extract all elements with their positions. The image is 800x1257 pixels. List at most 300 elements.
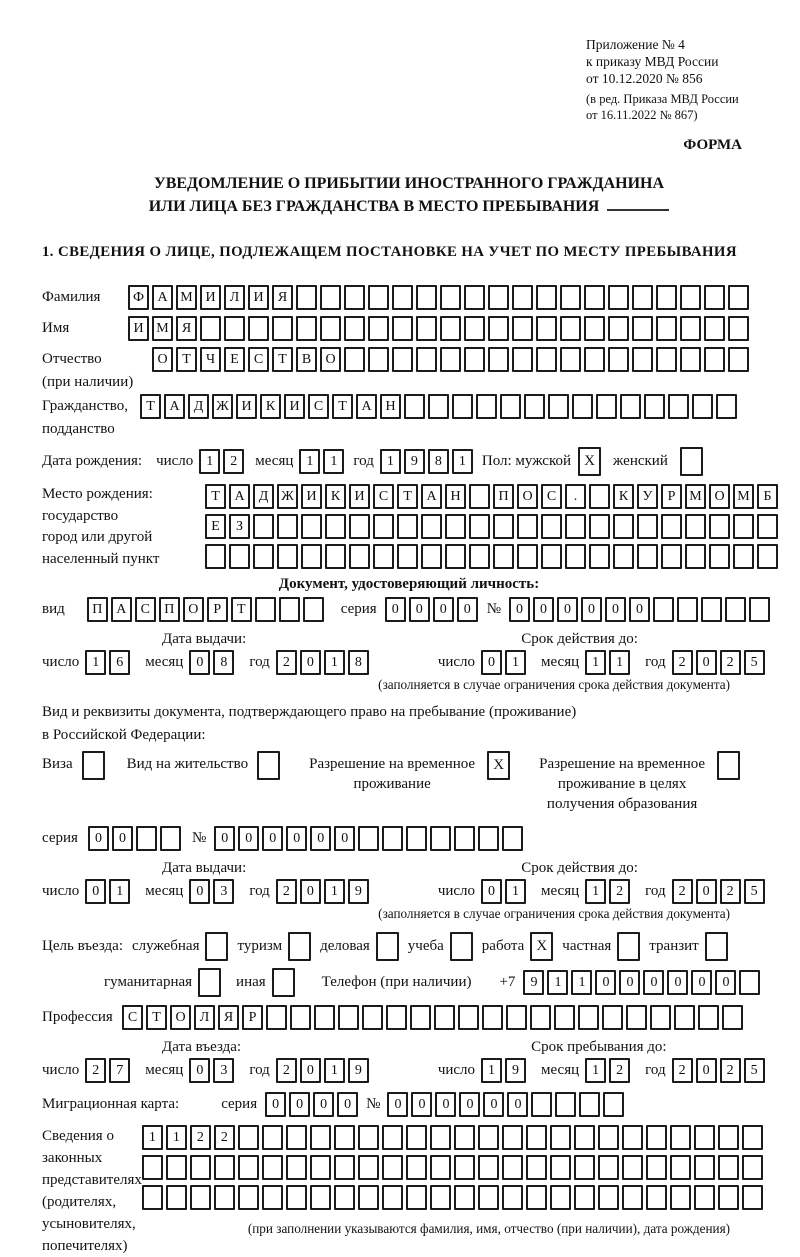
char-cell[interactable]: 0 [509, 597, 530, 622]
char-cell[interactable]: И [349, 484, 370, 509]
char-cell[interactable] [325, 514, 346, 539]
char-cell[interactable]: 0 [581, 597, 602, 622]
char-cell[interactable]: Р [207, 597, 228, 622]
char-cell[interactable]: Д [253, 484, 274, 509]
char-cell[interactable] [430, 826, 451, 851]
char-cell[interactable] [296, 285, 317, 310]
char-cell[interactable]: . [565, 484, 586, 509]
char-cell[interactable] [373, 544, 394, 569]
purpose-work-checkbox[interactable]: X [530, 932, 553, 961]
char-cell[interactable] [668, 394, 689, 419]
char-cell[interactable]: 0 [334, 826, 355, 851]
char-cell[interactable] [632, 285, 653, 310]
char-cell[interactable] [524, 394, 545, 419]
char-cell[interactable]: 0 [189, 1058, 210, 1083]
char-cell[interactable] [320, 285, 341, 310]
char-cell[interactable] [536, 316, 557, 341]
char-cell[interactable] [733, 514, 754, 539]
char-cell[interactable]: 1 [609, 650, 630, 675]
char-cell[interactable] [368, 347, 389, 372]
char-cell[interactable]: 0 [696, 1058, 717, 1083]
char-cell[interactable]: И [301, 484, 322, 509]
char-cell[interactable]: 2 [190, 1125, 211, 1150]
char-cell[interactable] [382, 1125, 403, 1150]
char-cell[interactable]: 5 [744, 879, 765, 904]
char-cell[interactable]: 0 [262, 826, 283, 851]
char-cell[interactable] [214, 1155, 235, 1180]
char-cell[interactable] [512, 316, 533, 341]
char-cell[interactable] [637, 544, 658, 569]
char-cell[interactable] [536, 285, 557, 310]
char-cell[interactable]: 3 [213, 1058, 234, 1083]
char-cell[interactable]: А [421, 484, 442, 509]
char-cell[interactable]: 0 [629, 597, 650, 622]
char-cell[interactable] [392, 347, 413, 372]
char-cell[interactable] [368, 285, 389, 310]
char-cell[interactable] [286, 1155, 307, 1180]
char-cell[interactable] [454, 1155, 475, 1180]
residence-permit-checkbox[interactable] [257, 751, 280, 780]
char-cell[interactable]: Ж [212, 394, 233, 419]
char-cell[interactable] [430, 1155, 451, 1180]
char-cell[interactable]: 0 [265, 1092, 286, 1117]
char-cell[interactable]: К [260, 394, 281, 419]
purpose-business-checkbox[interactable] [205, 932, 228, 961]
purpose-other-checkbox[interactable] [272, 968, 295, 997]
char-cell[interactable] [238, 1125, 259, 1150]
char-cell[interactable] [382, 826, 403, 851]
char-cell[interactable]: 0 [385, 597, 406, 622]
char-cell[interactable] [548, 394, 569, 419]
char-cell[interactable] [190, 1185, 211, 1210]
char-cell[interactable] [142, 1185, 163, 1210]
char-cell[interactable] [565, 544, 586, 569]
char-cell[interactable] [464, 285, 485, 310]
char-cell[interactable]: 2 [214, 1125, 235, 1150]
char-cell[interactable] [386, 1005, 407, 1030]
char-cell[interactable]: О [709, 484, 730, 509]
purpose-private-checkbox[interactable] [617, 932, 640, 961]
char-cell[interactable] [290, 1005, 311, 1030]
char-cell[interactable] [749, 597, 770, 622]
char-cell[interactable] [310, 1155, 331, 1180]
char-cell[interactable]: Т [205, 484, 226, 509]
char-cell[interactable] [728, 285, 749, 310]
char-cell[interactable] [277, 514, 298, 539]
char-cell[interactable]: Н [380, 394, 401, 419]
char-cell[interactable]: 0 [507, 1092, 528, 1117]
char-cell[interactable]: Л [224, 285, 245, 310]
char-cell[interactable]: 5 [744, 650, 765, 675]
char-cell[interactable]: Е [205, 514, 226, 539]
char-cell[interactable]: П [159, 597, 180, 622]
char-cell[interactable] [421, 514, 442, 539]
char-cell[interactable] [310, 1125, 331, 1150]
char-cell[interactable] [677, 597, 698, 622]
char-cell[interactable]: И [128, 316, 149, 341]
char-cell[interactable]: И [284, 394, 305, 419]
char-cell[interactable] [674, 1005, 695, 1030]
char-cell[interactable] [404, 394, 425, 419]
char-cell[interactable] [255, 597, 276, 622]
temp-residence-checkbox[interactable]: X [487, 751, 510, 780]
char-cell[interactable] [482, 1005, 503, 1030]
char-cell[interactable]: 0 [88, 826, 109, 851]
char-cell[interactable]: Л [194, 1005, 215, 1030]
char-cell[interactable]: 9 [348, 879, 369, 904]
char-cell[interactable]: 0 [433, 597, 454, 622]
char-cell[interactable] [502, 1185, 523, 1210]
char-cell[interactable] [650, 1005, 671, 1030]
char-cell[interactable] [464, 347, 485, 372]
char-cell[interactable] [416, 285, 437, 310]
char-cell[interactable]: 2 [85, 1058, 106, 1083]
char-cell[interactable]: 0 [557, 597, 578, 622]
char-cell[interactable]: Я [272, 285, 293, 310]
char-cell[interactable] [716, 394, 737, 419]
char-cell[interactable]: 0 [696, 650, 717, 675]
char-cell[interactable]: Е [224, 347, 245, 372]
char-cell[interactable] [493, 514, 514, 539]
char-cell[interactable]: 0 [691, 970, 712, 995]
char-cell[interactable]: 9 [505, 1058, 526, 1083]
char-cell[interactable] [454, 1185, 475, 1210]
char-cell[interactable]: 0 [696, 879, 717, 904]
char-cell[interactable]: 8 [348, 650, 369, 675]
char-cell[interactable] [685, 544, 706, 569]
purpose-transit-checkbox[interactable] [705, 932, 728, 961]
char-cell[interactable]: Т [397, 484, 418, 509]
char-cell[interactable]: Ф [128, 285, 149, 310]
char-cell[interactable] [622, 1185, 643, 1210]
char-cell[interactable] [454, 1125, 475, 1150]
char-cell[interactable]: 1 [142, 1125, 163, 1150]
char-cell[interactable]: 1 [323, 449, 344, 474]
char-cell[interactable] [701, 597, 722, 622]
char-cell[interactable] [718, 1185, 739, 1210]
char-cell[interactable] [358, 1185, 379, 1210]
char-cell[interactable]: А [111, 597, 132, 622]
purpose-commercial-checkbox[interactable] [376, 932, 399, 961]
char-cell[interactable] [362, 1005, 383, 1030]
char-cell[interactable] [742, 1185, 763, 1210]
char-cell[interactable] [608, 316, 629, 341]
char-cell[interactable] [303, 597, 324, 622]
char-cell[interactable] [266, 1005, 287, 1030]
char-cell[interactable]: 1 [85, 650, 106, 675]
char-cell[interactable] [506, 1005, 527, 1030]
char-cell[interactable] [530, 1005, 551, 1030]
char-cell[interactable]: О [152, 347, 173, 372]
char-cell[interactable] [694, 1185, 715, 1210]
char-cell[interactable] [344, 316, 365, 341]
char-cell[interactable] [166, 1185, 187, 1210]
char-cell[interactable] [314, 1005, 335, 1030]
char-cell[interactable] [334, 1125, 355, 1150]
char-cell[interactable] [392, 316, 413, 341]
char-cell[interactable] [565, 514, 586, 539]
char-cell[interactable] [694, 1155, 715, 1180]
char-cell[interactable] [368, 316, 389, 341]
char-cell[interactable] [454, 826, 475, 851]
char-cell[interactable] [262, 1185, 283, 1210]
char-cell[interactable] [488, 347, 509, 372]
char-cell[interactable]: 0 [595, 970, 616, 995]
char-cell[interactable] [620, 394, 641, 419]
char-cell[interactable]: 0 [715, 970, 736, 995]
char-cell[interactable] [512, 285, 533, 310]
char-cell[interactable] [493, 544, 514, 569]
char-cell[interactable] [229, 544, 250, 569]
char-cell[interactable]: 0 [409, 597, 430, 622]
char-cell[interactable] [406, 1155, 427, 1180]
char-cell[interactable] [670, 1185, 691, 1210]
char-cell[interactable] [502, 826, 523, 851]
char-cell[interactable] [742, 1155, 763, 1180]
char-cell[interactable] [406, 1185, 427, 1210]
char-cell[interactable] [718, 1125, 739, 1150]
char-cell[interactable] [397, 544, 418, 569]
char-cell[interactable] [574, 1155, 595, 1180]
char-cell[interactable]: 1 [571, 970, 592, 995]
char-cell[interactable] [430, 1185, 451, 1210]
char-cell[interactable] [584, 316, 605, 341]
char-cell[interactable] [709, 544, 730, 569]
char-cell[interactable] [406, 1125, 427, 1150]
char-cell[interactable] [722, 1005, 743, 1030]
char-cell[interactable]: 0 [411, 1092, 432, 1117]
char-cell[interactable] [502, 1125, 523, 1150]
char-cell[interactable]: Д [188, 394, 209, 419]
char-cell[interactable]: Т [272, 347, 293, 372]
char-cell[interactable] [725, 597, 746, 622]
char-cell[interactable]: 1 [585, 879, 606, 904]
char-cell[interactable] [661, 544, 682, 569]
char-cell[interactable]: С [308, 394, 329, 419]
char-cell[interactable] [656, 347, 677, 372]
char-cell[interactable]: И [200, 285, 221, 310]
char-cell[interactable] [517, 544, 538, 569]
char-cell[interactable]: 1 [585, 1058, 606, 1083]
char-cell[interactable] [440, 316, 461, 341]
char-cell[interactable] [279, 597, 300, 622]
char-cell[interactable] [476, 394, 497, 419]
char-cell[interactable] [698, 1005, 719, 1030]
char-cell[interactable]: Т [146, 1005, 167, 1030]
char-cell[interactable] [670, 1125, 691, 1150]
char-cell[interactable] [320, 316, 341, 341]
char-cell[interactable] [644, 394, 665, 419]
char-cell[interactable] [608, 347, 629, 372]
char-cell[interactable]: П [87, 597, 108, 622]
char-cell[interactable]: М [685, 484, 706, 509]
char-cell[interactable] [646, 1125, 667, 1150]
char-cell[interactable] [598, 1125, 619, 1150]
char-cell[interactable] [440, 347, 461, 372]
char-cell[interactable] [136, 826, 157, 851]
char-cell[interactable] [205, 544, 226, 569]
char-cell[interactable]: 0 [481, 650, 502, 675]
char-cell[interactable]: 8 [428, 449, 449, 474]
char-cell[interactable]: 1 [505, 650, 526, 675]
char-cell[interactable]: 2 [276, 1058, 297, 1083]
char-cell[interactable]: О [517, 484, 538, 509]
char-cell[interactable] [718, 1155, 739, 1180]
char-cell[interactable] [382, 1185, 403, 1210]
visa-checkbox[interactable] [82, 751, 105, 780]
char-cell[interactable]: 0 [300, 879, 321, 904]
char-cell[interactable]: О [183, 597, 204, 622]
char-cell[interactable] [392, 285, 413, 310]
char-cell[interactable] [397, 514, 418, 539]
char-cell[interactable] [440, 285, 461, 310]
char-cell[interactable]: 0 [483, 1092, 504, 1117]
char-cell[interactable] [704, 316, 725, 341]
char-cell[interactable]: 1 [109, 879, 130, 904]
char-cell[interactable] [572, 394, 593, 419]
char-cell[interactable]: 3 [213, 879, 234, 904]
char-cell[interactable] [550, 1185, 571, 1210]
char-cell[interactable] [653, 597, 674, 622]
char-cell[interactable] [248, 316, 269, 341]
char-cell[interactable] [434, 1005, 455, 1030]
char-cell[interactable]: 8 [213, 650, 234, 675]
char-cell[interactable] [358, 1155, 379, 1180]
char-cell[interactable] [301, 514, 322, 539]
char-cell[interactable]: Я [218, 1005, 239, 1030]
char-cell[interactable]: 2 [720, 650, 741, 675]
char-cell[interactable] [190, 1155, 211, 1180]
char-cell[interactable] [589, 514, 610, 539]
char-cell[interactable]: 0 [605, 597, 626, 622]
char-cell[interactable] [253, 544, 274, 569]
char-cell[interactable] [310, 1185, 331, 1210]
char-cell[interactable] [656, 285, 677, 310]
char-cell[interactable] [739, 970, 760, 995]
char-cell[interactable]: 9 [523, 970, 544, 995]
char-cell[interactable] [421, 544, 442, 569]
char-cell[interactable]: 0 [85, 879, 106, 904]
char-cell[interactable] [584, 347, 605, 372]
char-cell[interactable] [589, 484, 610, 509]
char-cell[interactable]: С [373, 484, 394, 509]
char-cell[interactable] [238, 1185, 259, 1210]
char-cell[interactable]: 1 [324, 1058, 345, 1083]
char-cell[interactable]: 1 [380, 449, 401, 474]
char-cell[interactable] [579, 1092, 600, 1117]
char-cell[interactable]: 9 [348, 1058, 369, 1083]
char-cell[interactable] [596, 394, 617, 419]
char-cell[interactable] [742, 1125, 763, 1150]
char-cell[interactable] [382, 1155, 403, 1180]
char-cell[interactable] [262, 1125, 283, 1150]
char-cell[interactable]: Т [332, 394, 353, 419]
char-cell[interactable] [160, 826, 181, 851]
char-cell[interactable] [598, 1185, 619, 1210]
char-cell[interactable] [214, 1185, 235, 1210]
char-cell[interactable] [478, 1125, 499, 1150]
char-cell[interactable]: 1 [324, 879, 345, 904]
char-cell[interactable] [478, 1155, 499, 1180]
char-cell[interactable] [608, 285, 629, 310]
char-cell[interactable]: 2 [276, 650, 297, 675]
char-cell[interactable] [692, 394, 713, 419]
char-cell[interactable] [526, 1125, 547, 1150]
char-cell[interactable] [512, 347, 533, 372]
char-cell[interactable] [578, 1005, 599, 1030]
char-cell[interactable]: 0 [300, 1058, 321, 1083]
char-cell[interactable]: 2 [672, 879, 693, 904]
char-cell[interactable] [200, 316, 221, 341]
char-cell[interactable] [458, 1005, 479, 1030]
char-cell[interactable] [685, 514, 706, 539]
char-cell[interactable]: 0 [300, 650, 321, 675]
char-cell[interactable]: М [176, 285, 197, 310]
char-cell[interactable]: 0 [112, 826, 133, 851]
char-cell[interactable] [574, 1125, 595, 1150]
char-cell[interactable]: 1 [505, 879, 526, 904]
char-cell[interactable] [416, 316, 437, 341]
char-cell[interactable] [253, 514, 274, 539]
char-cell[interactable]: 2 [672, 650, 693, 675]
char-cell[interactable]: 0 [459, 1092, 480, 1117]
char-cell[interactable]: 0 [310, 826, 331, 851]
char-cell[interactable] [286, 1185, 307, 1210]
char-cell[interactable]: 0 [481, 879, 502, 904]
char-cell[interactable]: А [164, 394, 185, 419]
char-cell[interactable] [531, 1092, 552, 1117]
char-cell[interactable] [613, 514, 634, 539]
char-cell[interactable]: 0 [286, 826, 307, 851]
char-cell[interactable]: А [229, 484, 250, 509]
char-cell[interactable]: А [356, 394, 377, 419]
char-cell[interactable]: 0 [435, 1092, 456, 1117]
char-cell[interactable]: 0 [619, 970, 640, 995]
char-cell[interactable] [670, 1155, 691, 1180]
char-cell[interactable] [416, 347, 437, 372]
char-cell[interactable] [277, 544, 298, 569]
char-cell[interactable] [550, 1125, 571, 1150]
char-cell[interactable]: 0 [387, 1092, 408, 1117]
char-cell[interactable]: 0 [214, 826, 235, 851]
char-cell[interactable] [632, 347, 653, 372]
char-cell[interactable]: 6 [109, 650, 130, 675]
char-cell[interactable]: 1 [585, 650, 606, 675]
char-cell[interactable]: О [170, 1005, 191, 1030]
char-cell[interactable]: М [152, 316, 173, 341]
char-cell[interactable]: С [248, 347, 269, 372]
char-cell[interactable]: Р [661, 484, 682, 509]
char-cell[interactable] [622, 1155, 643, 1180]
char-cell[interactable]: О [320, 347, 341, 372]
temp-residence-edu-checkbox[interactable] [717, 751, 740, 780]
char-cell[interactable]: Н [445, 484, 466, 509]
char-cell[interactable]: Я [176, 316, 197, 341]
char-cell[interactable] [452, 394, 473, 419]
char-cell[interactable] [704, 347, 725, 372]
char-cell[interactable] [622, 1125, 643, 1150]
char-cell[interactable]: 7 [109, 1058, 130, 1083]
char-cell[interactable] [637, 514, 658, 539]
char-cell[interactable] [488, 285, 509, 310]
char-cell[interactable]: Т [231, 597, 252, 622]
char-cell[interactable] [358, 826, 379, 851]
char-cell[interactable] [502, 1155, 523, 1180]
char-cell[interactable] [488, 316, 509, 341]
char-cell[interactable]: И [248, 285, 269, 310]
purpose-tourism-checkbox[interactable] [288, 932, 311, 961]
char-cell[interactable] [550, 1155, 571, 1180]
